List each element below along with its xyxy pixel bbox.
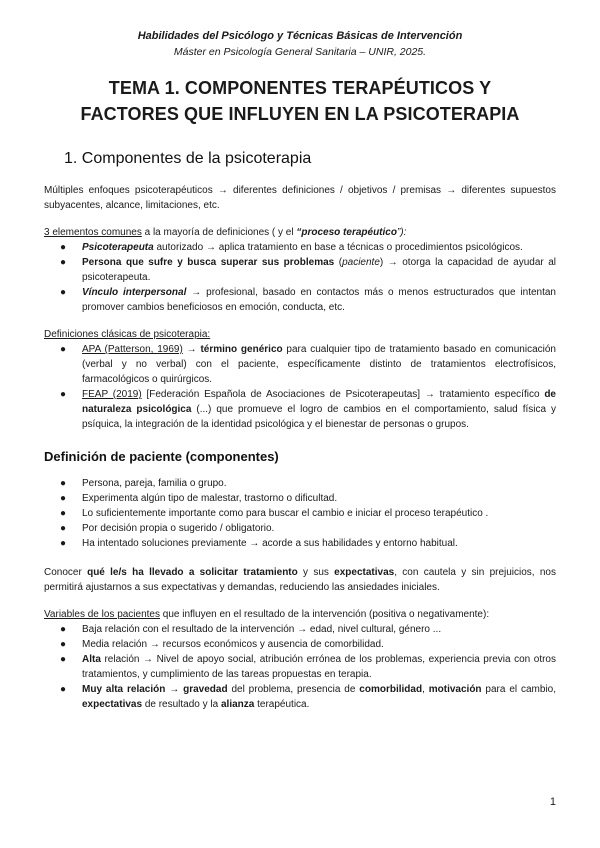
item-term: motivación: [428, 684, 482, 695]
item-text: del problema, presencia de: [227, 684, 360, 695]
list-item: [44, 285, 556, 315]
elements-lead-end: ”):: [396, 227, 407, 238]
bullet-icon: ●: [60, 242, 67, 253]
elements-lead: [44, 225, 556, 240]
bullet-icon: ●: [60, 684, 67, 695]
patient-heading: Definición de paciente (componentes): [44, 449, 279, 464]
bullet-icon: ●: [60, 523, 67, 534]
item-italic: paciente: [342, 257, 380, 268]
list-item: [44, 506, 556, 521]
item-term: comorbilidad: [359, 684, 423, 695]
program-header: Máster en Psicología General Sanitaria – UNIR, 2025.: [173, 46, 427, 58]
item-text: autorizado → aplica tratamiento en base a técnicas o procedimientos psicológicos.: [153, 242, 523, 253]
list-item: [44, 255, 556, 285]
patient-paragraph: [44, 565, 556, 595]
item-text: Lo suficientemente importante como para buscar el cambio e iniciar el proceso terapéutico .: [82, 508, 489, 519]
list-item: [44, 491, 556, 506]
item-term: Vínculo interpersonal: [82, 287, 187, 298]
item-text: (...) que promueve el logro de cambios en el comportamiento, salud física y psíquica, la integración de la identidad psicológica y el bienestar de personas o grupos.: [82, 404, 556, 430]
title-line-1: TEMA 1. COMPONENTES TERAPÉUTICOS Y: [108, 78, 492, 98]
item-term: término genérico: [200, 344, 283, 355]
item-term: expectativas: [82, 699, 143, 710]
paragraph-text: y sus: [297, 567, 335, 578]
item-text: → profesional, basado en contactos más o menos estructurados que intentan promover cambios beneficiosos en emoción, conducta, etc.: [82, 287, 556, 313]
list-item: [44, 476, 556, 491]
item-text: Experimenta algún tipo de malestar, trastorno o dificultad.: [82, 493, 338, 504]
paragraph-text: , con cautela y sin prejuicios, nos permitirá ajustarnos a sus expectativas y demandas, reduciendo las ansiedades iniciales.: [44, 567, 556, 593]
elements-lead-underlined: 3 elementos comunes: [44, 227, 142, 238]
title-line-2: FACTORES QUE INFLUYEN EN LA PSICOTERAPIA: [80, 104, 520, 124]
list-item: [44, 342, 556, 387]
bullet-icon: ●: [60, 389, 67, 400]
variables-lead: [44, 607, 556, 622]
item-reference: APA (Patterson, 1969): [82, 344, 183, 355]
item-text: Persona, pareja, familia o grupo.: [82, 478, 227, 489]
item-text: relación → Nivel de apoyo social, atribución errónea de los problemas, experiencia previa con otros tratamientos, y cumplimiento de las tareas propuestas en terapia.: [82, 654, 556, 680]
list-item: [44, 637, 556, 652]
bullet-icon: ●: [60, 344, 67, 355]
list-item: [44, 521, 556, 536]
bullet-icon: ●: [60, 538, 67, 549]
item-term: Persona que sufre y busca superar sus problemas: [82, 257, 335, 268]
list-item: [44, 682, 556, 712]
bullet-icon: ●: [60, 493, 67, 504]
item-text: para el cambio,: [481, 684, 557, 695]
course-header: Habilidades del Psicólogo y Técnicas Básicas de Intervención: [137, 30, 463, 42]
variables-lead-underlined: Variables de los pacientes: [44, 609, 160, 620]
page-number: 1: [549, 796, 556, 808]
patient-list: [44, 476, 556, 551]
item-text: ,: [422, 684, 429, 695]
classic-list: [44, 342, 556, 432]
item-term: Psicoterapeuta: [82, 242, 154, 253]
item-term: Alta: [82, 654, 101, 665]
intro-paragraph: Múltiples enfoques psicoterapéuticos → diferentes definiciones / objetivos / premisas → diferentes supuestos subyacentes, alcance, limitaciones, etc.: [44, 185, 556, 211]
variables-lead-text: que influyen en el resultado de la intervención (positiva o negativamente):: [160, 609, 490, 620]
item-text: Por decisión propia o sugerido / obligatorio.: [82, 523, 275, 534]
paragraph-text: Conocer: [44, 567, 88, 578]
item-text: →: [182, 344, 201, 355]
item-term: de naturaleza psicológica: [82, 389, 556, 415]
item-text: para cualquier tipo de tratamiento basado en comunicación (verbal y no verbal) con el paciente, específicamente distinto de tratamientos electrofísicos, farmacológicos o quirúrgicos.: [82, 344, 556, 385]
item-text: Baja relación con el resultado de la intervención → edad, nivel cultural, género ...: [82, 624, 442, 635]
item-text: ) → otorga la capacidad de ayudar al psicoterapeuta.: [82, 257, 557, 283]
item-text: Media relación → recursos económicos y ausencia de comorbilidad.: [82, 639, 384, 650]
classic-lead: Definiciones clásicas de psicoterapia:: [44, 329, 211, 340]
elements-lead-text: a la mayoría de definiciones ( y el: [141, 227, 297, 238]
bullet-icon: ●: [60, 478, 67, 489]
list-item: [44, 652, 556, 682]
item-text: (: [334, 257, 343, 268]
variables-list: [44, 622, 556, 712]
item-text: terapéutica.: [254, 699, 310, 710]
elements-lead-emphasis: “proceso terapéutico: [296, 227, 397, 238]
item-term: alianza: [220, 699, 255, 710]
bullet-icon: ●: [60, 639, 67, 650]
bullet-icon: ●: [60, 508, 67, 519]
bullet-icon: ●: [60, 654, 67, 665]
item-term: Muy alta relación → gravedad: [82, 684, 228, 695]
paragraph-emphasis: expectativas: [334, 567, 395, 578]
section-heading: 1. Componentes de la psicoterapia: [64, 150, 312, 167]
list-item: [44, 240, 556, 255]
item-text: [Federación Española de Asociaciones de Psicoterapeutas] → tratamiento específico: [141, 389, 545, 400]
list-item: [44, 536, 556, 551]
page-title: [44, 75, 556, 127]
item-text: de resultado y la: [142, 699, 221, 710]
bullet-icon: ●: [60, 624, 67, 635]
list-item: [44, 622, 556, 637]
item-text: Ha intentado soluciones previamente → acorde a sus habilidades y entorno habitual.: [82, 538, 458, 549]
list-item: [44, 387, 556, 432]
bullet-icon: ●: [60, 287, 67, 298]
bullet-icon: ●: [60, 257, 67, 268]
paragraph-emphasis: qué le/s ha llevado a solicitar tratamiento: [87, 567, 298, 578]
item-reference: FEAP (2019): [82, 389, 142, 400]
elements-list: [44, 240, 556, 315]
